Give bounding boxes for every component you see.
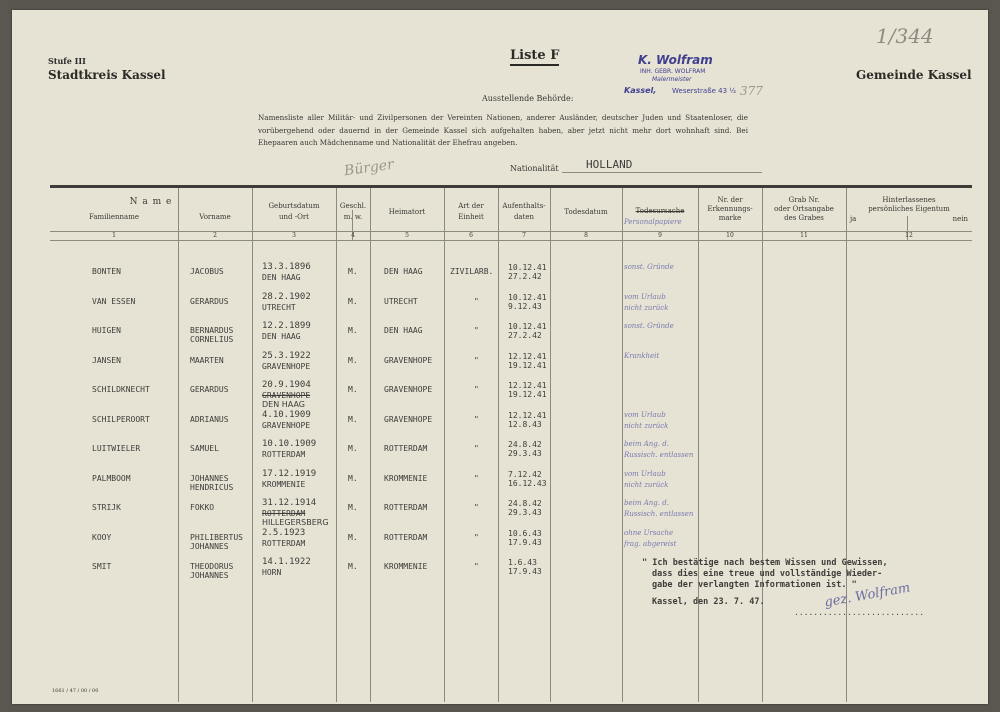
row-vorname: JOHANNES (190, 473, 229, 483)
row-vorname: SAMUEL (190, 444, 219, 453)
header-geschlecht-1: Geschl. (339, 202, 367, 210)
header-todesursache: Todesursache (635, 207, 685, 215)
certification-place-date: Kassel, den 23. 7. 47. (652, 597, 765, 607)
row-heimatort: DEN HAAG (384, 267, 423, 276)
row-aufenthalt: 12.12.41 (508, 351, 547, 361)
row-aufenthalt: 10.12.41 (508, 322, 547, 331)
row-handwritten-note: beim Ang. d. (624, 499, 669, 507)
col-sep-7 (550, 188, 551, 702)
header-eigentum-2: persönliches Eigentum (868, 205, 950, 213)
row-aufenthalt: 12.8.43 (508, 419, 542, 429)
row-vorname: MAARTEN (190, 355, 224, 365)
row-aufenthalt: 17.9.43 (508, 567, 542, 576)
row-familienname: STRIJK (92, 503, 121, 512)
row-aufenthalt: 7.12.42 (508, 469, 542, 479)
row-heimatort: GRAVENHOPE (384, 385, 433, 394)
nationalitaet-value: HOLLAND (586, 158, 633, 171)
col-sep-4 (370, 188, 371, 702)
row-handwritten-note: ohne Ursache (624, 528, 674, 537)
row-heimatort: UTRECHT (384, 296, 418, 306)
row-handwritten-note: Russisch. entlassen (624, 451, 694, 459)
row-handwritten-note: nicht zurück (624, 303, 669, 312)
row-handwritten-note: vom Urlaub (624, 410, 666, 419)
row-geschlecht: M. (348, 503, 358, 512)
row-geschlecht: M. (348, 473, 358, 483)
row-geschlecht: M. (348, 444, 358, 453)
stamp-line2: Malermeister (652, 76, 692, 83)
row-handwritten-note: nicht zurück (624, 421, 669, 430)
gemeinde-label: Gemeinde Kassel (856, 68, 972, 82)
row-geburt: HILLEGERSBERG (262, 518, 329, 527)
col-number-9: 9 (658, 232, 662, 239)
row-heimatort: DEN HAAG (384, 326, 423, 335)
row-vorname: ADRIANUS (190, 414, 229, 424)
row-aufenthalt: 24.8.42 (508, 499, 542, 508)
row-einheit: " (474, 532, 479, 542)
row-handwritten-note: vom Urlaub (624, 469, 666, 478)
row-handwritten-note: nicht zurück (624, 480, 669, 489)
col-number-3: 3 (292, 232, 296, 239)
row-familienname: VAN ESSEN (92, 296, 136, 306)
row-vorname: CORNELIUS (190, 335, 234, 344)
pencil-note: Bürger (343, 156, 395, 180)
row-vorname: PHILIBERTUS (190, 532, 243, 542)
row-aufenthalt: 17.9.43 (508, 537, 542, 547)
header-geschlecht-2: m. w. (343, 213, 363, 221)
col-sep-1 (178, 188, 179, 702)
row-handwritten-note: sonst. Gründe (624, 322, 674, 330)
row-vorname: FOKKO (190, 503, 215, 512)
row-vorname: GERARDUS (190, 296, 229, 306)
row-aufenthalt: 19.12.41 (508, 360, 547, 370)
row-geburt: 4.10.1909 (262, 409, 311, 420)
header-name-group: N a m e (129, 197, 173, 207)
col-sep-3 (336, 188, 337, 702)
row-geburt: 10.10.1909 (262, 439, 317, 449)
liste-title: Liste F (510, 48, 559, 66)
row-geburt: 13.3.1896 (262, 262, 311, 272)
stamp-line1: INH. GEBR. WOLFRAM (640, 68, 706, 75)
row-geburt: DEN HAAG (262, 400, 305, 409)
row-aufenthalt: 27.2.42 (508, 331, 542, 340)
header-todesursache-replacement: Personalpapiere (624, 218, 682, 226)
stufe-label: Stufe III (48, 56, 86, 66)
col-sep-6 (498, 188, 499, 702)
header-familienname: Familienname (88, 213, 140, 221)
header-grab-3: des Grabes (784, 214, 824, 222)
row-aufenthalt: 24.8.42 (508, 440, 542, 449)
row-vorname: HENDRICUS (190, 482, 234, 492)
row-geschlecht: M. (348, 355, 358, 365)
col-sep-10 (762, 188, 763, 702)
header-einheit-1: Art der (458, 202, 484, 210)
row-vorname: THEODORUS (190, 562, 234, 571)
header-eigentum-1: Hinterlassenes (882, 196, 936, 204)
row-geburt: UTRECHT (262, 302, 296, 312)
row-geburt: HORN (262, 568, 282, 577)
stamp-street: Weserstraße 43 ½ (672, 87, 737, 95)
stadtkreis-label: Stadtkreis Kassel (48, 68, 166, 82)
row-geburt: GRAVENHOPE (262, 391, 311, 400)
ausstellende-label: Ausstellende Behörde: (482, 94, 574, 103)
header-heimatort: Heimatort (388, 208, 426, 216)
row-familienname: SCHILPEROORT (92, 414, 150, 424)
row-heimatort: KROMMENIE (384, 473, 428, 483)
row-familienname: BONTEN (92, 267, 121, 276)
row-einheit: " (474, 414, 479, 424)
signature-dots: ........................... (794, 608, 925, 617)
header-erkennung-2: Erkennungs- (707, 205, 753, 213)
col-number-12: 12 (905, 232, 913, 239)
row-aufenthalt: 9.12.43 (508, 301, 542, 311)
row-handwritten-note: Russisch. entlassen (624, 510, 694, 518)
row-geburt: 2.5.1923 (262, 527, 306, 538)
row-einheit: " (474, 473, 479, 483)
header-einheit-2: Einheit (458, 213, 484, 221)
row-handwritten-note: sonst. Gründe (624, 263, 674, 271)
col-number-1: 1 (112, 232, 116, 239)
header-eigentum-nein: nein (952, 215, 968, 223)
header-aufenthalt-1: Aufenthalts- (502, 202, 546, 210)
header-erkennung-3: marke (718, 214, 742, 222)
row-geschlecht: M. (348, 267, 358, 276)
col-number-5: 5 (405, 232, 409, 239)
row-handwritten-note: beim Ang. d. (624, 440, 669, 448)
row-geschlecht: M. (348, 562, 358, 571)
col-sep-5 (444, 188, 445, 702)
row-geburt: 20.9.1904 (262, 380, 311, 390)
col-sep-9 (698, 188, 699, 702)
table-top-rule (50, 185, 972, 188)
row-vorname: BERNARDUS (190, 326, 234, 335)
certification-line-3: gabe der verlangten Informationen ist. " (652, 580, 857, 590)
row-aufenthalt: 12.12.41 (508, 410, 547, 420)
row-vorname: JACOBUS (190, 267, 224, 276)
row-handwritten-note: Krankheit (624, 351, 660, 360)
row-heimatort: GRAVENHOPE (384, 355, 433, 365)
header-eigentum-ja: ja (850, 215, 857, 223)
row-aufenthalt: 1.6.43 (508, 558, 537, 567)
row-aufenthalt: 19.12.41 (508, 390, 547, 399)
row-einheit: " (474, 385, 479, 394)
row-einheit: " (474, 444, 479, 453)
row-geburt: KROMMENIE (262, 479, 306, 489)
row-einheit: " (474, 296, 479, 306)
row-vorname: JOHANNES (190, 571, 229, 580)
row-geschlecht: M. (348, 532, 358, 542)
row-geschlecht: M. (348, 326, 358, 335)
header-aufenthalt-2: daten (513, 213, 535, 221)
header-geburt-2: und -Ort (279, 213, 309, 221)
row-heimatort: ROTTERDAM (384, 532, 428, 542)
row-einheit: " (474, 562, 479, 571)
row-vorname: JOHANNES (190, 541, 229, 551)
stamp-city: Kassel, (624, 86, 657, 95)
row-heimatort: ROTTERDAM (384, 444, 428, 453)
row-handwritten-note: frag. abgereist (624, 539, 677, 548)
row-einheit: " (474, 355, 479, 365)
stamp-name: K. Wolfram (638, 53, 713, 67)
row-aufenthalt: 10.12.41 (508, 292, 547, 302)
row-einheit: " (474, 326, 479, 335)
row-handwritten-note: vom Urlaub (624, 292, 666, 301)
row-geburt: 31.12.1914 (262, 498, 317, 508)
header-erkennung-1: Nr. der (717, 196, 743, 204)
row-geburt: ROTTERDAM (262, 509, 306, 518)
col-sep-2 (252, 188, 253, 702)
row-geschlecht: M. (348, 414, 358, 424)
row-geburt: 17.12.1919 (262, 468, 317, 479)
row-vorname: GERARDUS (190, 385, 229, 394)
row-familienname: PALMBOOM (92, 473, 131, 483)
col-sep-8 (622, 188, 623, 702)
row-aufenthalt: 10.12.41 (508, 263, 547, 272)
number-rule (50, 240, 972, 241)
row-familienname: HUIGEN (92, 326, 121, 335)
description-text: Namensliste aller Militär- und Zivilpersonen der Vereinten Nationen, anderer Ausländer, deutscher Juden und Staatenloser, die vorübergehend oder dauernd in der Gemeinde Kassel sich aufgehalten haben, aber jetzt nicht mehr dort wohnhaft sind. Bei Ehepaaren auch Mädchenname und Nationalität der Ehefrau angeben. (258, 113, 748, 147)
header-vorname: Vorname (199, 213, 231, 221)
document-sheet (12, 10, 988, 704)
row-aufenthalt: 29.3.43 (508, 508, 542, 517)
row-familienname: SMIT (92, 562, 112, 571)
row-heimatort: GRAVENHOPE (384, 414, 433, 424)
row-geburt: 14.1.1922 (262, 557, 311, 567)
col-number-8: 8 (584, 232, 588, 239)
col-sep-11 (846, 188, 847, 702)
col-number-6: 6 (469, 232, 473, 239)
header-grab-2: oder Ortsangabe (774, 205, 834, 213)
footer-code: 1661 / 47 / 00 / 00 (52, 688, 99, 694)
col-number-7: 7 (522, 232, 526, 239)
stamp-note: 377 (740, 84, 763, 98)
certification-line-2: dass dies eine treue und vollständige Wieder- (652, 569, 883, 579)
row-familienname: LUITWIELER (92, 444, 141, 453)
row-geburt: 12.2.1899 (262, 321, 311, 331)
row-geburt: GRAVENHOPE (262, 420, 311, 430)
row-aufenthalt: 27.2.42 (508, 272, 542, 281)
row-aufenthalt: 12.12.41 (508, 381, 547, 390)
row-geburt: GRAVENHOPE (262, 361, 311, 371)
row-aufenthalt: 10.6.43 (508, 528, 542, 538)
nationalitaet-label: Nationalität (510, 164, 559, 173)
nationalitaet-underline (562, 172, 762, 173)
row-geburt: ROTTERDAM (262, 538, 306, 548)
row-geschlecht: M. (348, 296, 358, 306)
archive-reference: 1/344 (876, 24, 934, 48)
row-geburt: 28.2.1902 (262, 291, 311, 302)
row-aufenthalt: 16.12.43 (508, 478, 547, 488)
col-number-10: 10 (726, 232, 734, 239)
row-aufenthalt: 29.3.43 (508, 449, 542, 458)
row-familienname: JANSEN (92, 355, 121, 365)
row-geburt: DEN HAAG (262, 332, 301, 341)
row-heimatort: ROTTERDAM (384, 503, 428, 512)
header-todesdatum: Todesdatum (564, 208, 608, 216)
header-geburt-1: Geburtsdatum (268, 202, 320, 210)
row-geschlecht: M. (348, 385, 358, 394)
header-grab-1: Grab Nr. (788, 196, 820, 204)
row-einheit: ZIVILARB. (450, 267, 494, 276)
row-geburt: DEN HAAG (262, 273, 301, 282)
row-geburt: ROTTERDAM (262, 450, 306, 459)
row-heimatort: KROMMENIE (384, 562, 428, 571)
row-familienname: SCHILDKNECHT (92, 385, 150, 394)
row-geburt: 25.3.1922 (262, 350, 311, 361)
col-number-2: 2 (213, 232, 217, 239)
row-einheit: " (474, 503, 479, 512)
col-number-4: 4 (351, 232, 355, 239)
col-number-11: 11 (800, 232, 808, 239)
row-familienname: KOOY (92, 532, 112, 542)
certification-line-1: " Ich bestätige nach bestem Wissen und Gewissen, (642, 558, 888, 568)
signature: gez. Wolfram (823, 580, 912, 611)
